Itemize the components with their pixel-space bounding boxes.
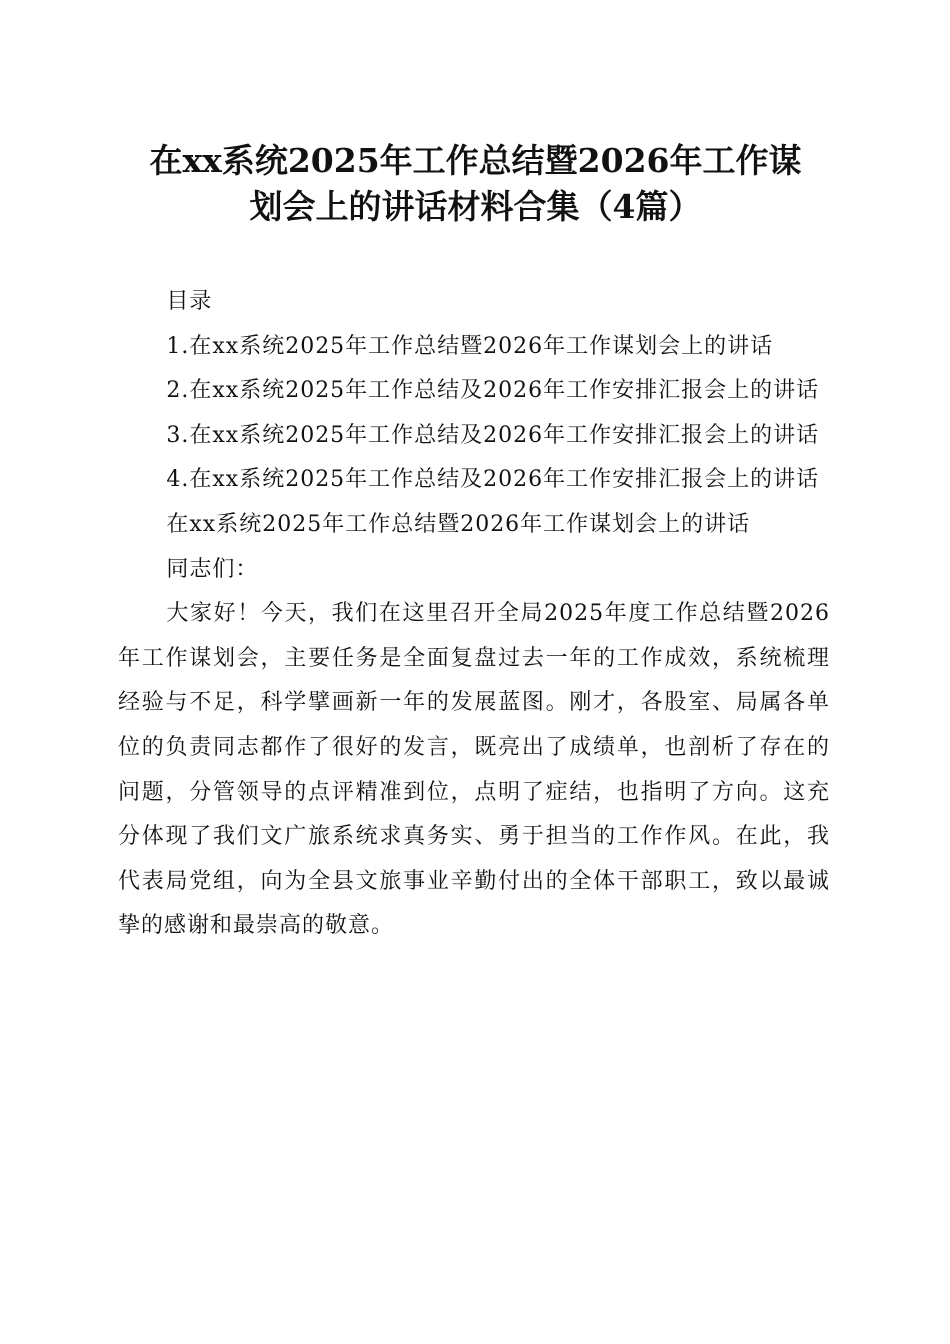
toc-item-2: 2.在xx系统2025年工作总结及2026年工作安排汇报会上的讲话 <box>166 378 820 404</box>
document-body <box>118 280 830 949</box>
title-line-2: 划会上的讲话材料合集（4篇） <box>249 187 702 226</box>
speech-title: 在xx系统2025年工作总结暨2026年工作谋划会上的讲话 <box>166 511 751 537</box>
toc-item-1: 1.在xx系统2025年工作总结暨2026年工作谋划会上的讲话 <box>166 333 774 359</box>
document-title <box>118 138 833 230</box>
toc-item-4: 4.在xx系统2025年工作总结及2026年工作安排汇报会上的讲话 <box>166 467 820 493</box>
toc-heading: 目录 <box>166 289 213 314</box>
title-line-1: 在xx系统2025年工作总结暨2026年工作谋 <box>149 141 802 180</box>
salutation: 同志们： <box>166 556 259 582</box>
paragraph-1: 大家好！今天，我们在这里召开全局2025年度工作总结暨2026年工作谋划会，主要任务是全面复盘过去一年的工作成效，系统梳理经验与不足，科学擘画新一年的发展蓝图。刚才，各股室、局属各单位的负责同志都作了很好的发言，既亮出了成绩单，也剖析了存在的问题，分管领导的点评精准到位，点明了症结，也指明了方向。这充分体现了我们文广旅系统求真务实、勇于担当的工作作风。在此，我代表局党组，向为全县文旅事业辛勤付出的全体干部职工，致以最诚挚的感谢和最崇高的敬意。 <box>118 601 830 939</box>
toc-item-3: 3.在xx系统2025年工作总结及2026年工作安排汇报会上的讲话 <box>166 422 820 448</box>
